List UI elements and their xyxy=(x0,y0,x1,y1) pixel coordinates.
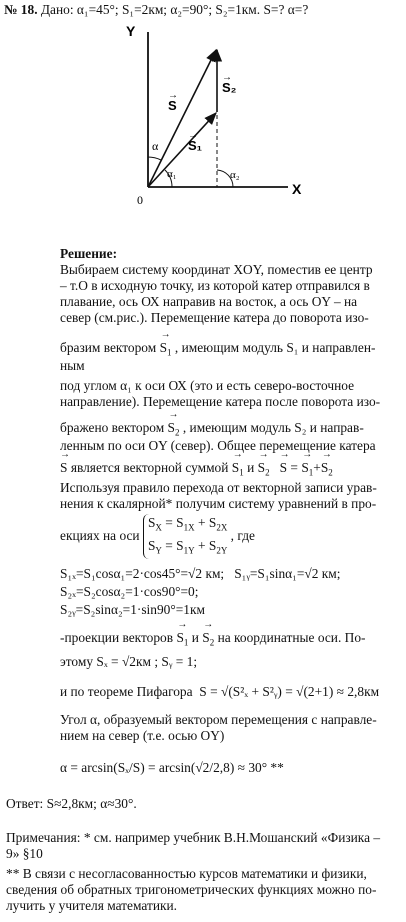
vector-s2-symbol: → $S_2$ xyxy=(202,630,214,648)
text-line: – т.О в исходную точку, из которой катер отправился в xyxy=(60,278,370,293)
text-line: под углом α₁ к оси ОХ (это и есть северо-восточное xyxy=(60,378,355,393)
angle-formula: α = arcsin(Sₓ/S) = arcsin(√2/2,8) ≈ 30° ** xyxy=(60,760,284,775)
note-line: ** В связи с несогласованностью курсов математики и физики, xyxy=(6,866,367,881)
solution-heading: Решение: xyxy=(60,246,118,261)
given-text: Дано: α₁=45°; S₁=2км; α₂=90°; S₂=1км. S=? α=? xyxy=(40,2,309,17)
text-line: север (см.рис.). Перемещение катера до поворота изо- xyxy=(60,310,369,325)
vector-s xyxy=(148,50,216,187)
text-line: плавание, ось ОХ направив на восток, а ось OY – на xyxy=(60,294,358,309)
problem-header xyxy=(4,2,308,18)
text-fragment: и по теореме Пифагора xyxy=(60,684,193,699)
label-alpha1: α₁ xyxy=(167,168,177,180)
calc-line: S₂ᵧ=S₂sinα₂=1·sin90°=1км xyxy=(60,602,205,617)
vector-s2-symbol: → $S_2$ xyxy=(321,460,333,478)
note-line: 9» §10 xyxy=(6,846,43,861)
text-line-vector xyxy=(60,340,375,358)
label-s1: S₁ xyxy=(188,138,203,153)
vector-s2-symbol: → $S_2$ xyxy=(168,420,180,438)
axis-y-label: Y xyxy=(126,23,136,39)
calc-line xyxy=(60,566,341,582)
text-fragment: -проекции векторов xyxy=(60,630,174,645)
equation-system: $S_X = S_{1X} + S_{2X}$ $S_Y = S_{1Y} + S_{2Y}$ xyxy=(143,514,227,559)
text-fragment: екциях на оси xyxy=(60,527,140,543)
arrow-s: → xyxy=(168,90,178,101)
pythagoras-line xyxy=(60,684,379,700)
text-line: ленным по оси OY (север). Общее перемещение катера xyxy=(60,438,376,453)
angle-alpha-arc xyxy=(148,157,161,160)
vector-s1-symbol: → $S_1$ xyxy=(232,460,244,478)
text-fragment: , имеющим модуль S₂ и направ- xyxy=(182,420,364,435)
text-fragment: является векторной суммой xyxy=(70,460,229,475)
text-line: ным xyxy=(60,358,85,373)
note-line: сведения об обратных тригонометрических функциях можно по- xyxy=(6,882,377,897)
text-line: нием на север (т.е. осью OY) xyxy=(60,728,225,743)
note-line: лучить у учителя математики. xyxy=(6,898,177,913)
text-line: направление). Перемещение катера после поворота изо- xyxy=(60,394,381,409)
text-line: Выбираем систему координат XOY, поместив ее центр xyxy=(60,262,373,277)
label-alpha: α xyxy=(152,139,159,153)
calc-fragment: S₁ᵧ=S₁sinα₁=√2 км; xyxy=(234,566,341,581)
vector-s-symbol: → S xyxy=(60,460,67,476)
calc-fragment: S₁ₓ=S₁cosα₁=2·cos45°=√2 км; xyxy=(60,566,225,581)
origin-label: 0 xyxy=(137,193,143,207)
text-fragment: , имеющим модуль S₁ и направлен- xyxy=(174,340,376,355)
text-fragment: и xyxy=(191,630,199,645)
label-alpha2: α₂ xyxy=(230,169,240,181)
label-s2: S₂ xyxy=(222,80,237,95)
axis-x-label: X xyxy=(292,181,302,197)
note-line: Примечания: * см. например учебник В.Н.Мошанский «Физика – xyxy=(6,830,381,845)
text-fragment: бражено вектором xyxy=(60,420,165,435)
vector-s1-symbol: → $S_1$ xyxy=(301,460,313,478)
text-line: Используя правило перехода от векторной записи урав- xyxy=(60,480,377,495)
text-fragment: и xyxy=(247,460,255,475)
text-fragment: , где xyxy=(230,527,255,543)
text-line-vector xyxy=(60,420,364,438)
arrow-s1: → xyxy=(188,130,198,141)
text-line: нения к скалярной* получим систему уравнений в про- xyxy=(60,496,377,511)
problem-number: № 18. xyxy=(4,2,38,17)
equation-system-line xyxy=(60,514,255,559)
text-fragment: бразим вектором xyxy=(60,340,157,355)
label-s: S xyxy=(168,98,177,113)
text-line: этому Sₓ = √2км ; Sᵧ = 1; xyxy=(60,654,198,669)
text-fragment: на координатные оси. По- xyxy=(217,630,366,645)
vector-diagram xyxy=(60,22,360,227)
answer-line: Ответ: S≈2,8км; α≈30°. xyxy=(6,796,137,811)
pythagoras-formula: S = √(S²ₓ + S²ᵧ) = √(2+1) ≈ 2,8км xyxy=(199,684,380,699)
vector-s2-symbol: → $S_2$ xyxy=(258,460,270,478)
text-line: Угол α, образуемый вектором перемещения с направле- xyxy=(60,712,377,727)
vector-s-symbol: → S xyxy=(280,460,287,476)
vector-s1-symbol: → $S_1$ xyxy=(176,630,188,648)
text-line-vector: → S является векторной суммой → $S_1$ $и \to S_2 \to S$ = → $S_1+\to S_2$ xyxy=(60,460,333,478)
arrow-s2: → xyxy=(222,72,232,83)
projection-line-text xyxy=(60,630,366,648)
calc-line: S₂ₓ=S₂cosα₂=1·cos90°=0; xyxy=(60,584,199,599)
vector-s1-symbol: → $S_1$ xyxy=(160,340,172,358)
